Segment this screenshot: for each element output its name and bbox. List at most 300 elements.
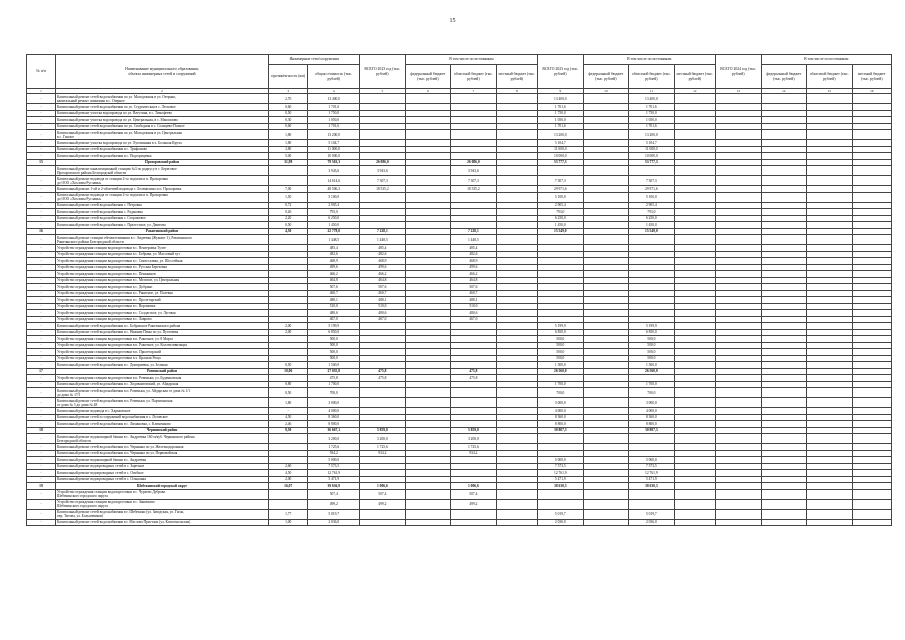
row-number: - — [27, 104, 56, 111]
value-cell-r3 — [807, 499, 853, 509]
object-name-line1: Капитальный ремонт водопроводных сетей в с. Заречное — [56, 464, 145, 469]
value-cell-l3 — [852, 176, 891, 186]
value-cell-r: 488,1 — [451, 297, 497, 304]
object-name-line1: Капитальный ремонт 1-ой и 2-ой ветвей водовода с. Беленихино и п. Прохоровка — [56, 186, 182, 191]
investment-table-sheet — [26, 54, 892, 526]
table-row — [27, 192, 892, 202]
object-name-line1: Капитальный ремонт сетей водоснабжения в п. Ровеньки, ул. Партизанская — [56, 398, 173, 403]
value-cell-cost: 2 036,0 — [308, 519, 360, 526]
value-cell-r — [451, 388, 497, 398]
value-cell-cost: 488,1 — [308, 297, 360, 304]
object-name-line2: до ООО «Хохловы Русланы» — [56, 197, 102, 202]
row-number: - — [27, 297, 56, 304]
header-regional-1: областной бюджет (тыс. рублей) — [451, 65, 497, 89]
value-cell-l — [496, 499, 537, 509]
value-cell-len: 0,30 — [269, 117, 308, 124]
row-number: - — [27, 258, 56, 265]
value-cell-t: 488,1 — [360, 297, 406, 304]
row-number: - — [27, 222, 56, 229]
value-cell-len: 1,80 — [269, 140, 308, 147]
value-cell-r2: 38 630,3 — [629, 483, 675, 490]
value-cell-r: 466,2 — [451, 271, 497, 278]
header-local-3: местный бюджет (тыс. рублей) — [852, 65, 891, 89]
value-cell-r2: 1 450,0 — [629, 222, 675, 229]
value-cell-cost: 6 250,0 — [308, 215, 360, 222]
value-cell-cost: 5 000,0 — [308, 457, 360, 464]
value-cell-t3 — [716, 388, 762, 398]
value-cell-l2 — [674, 398, 715, 408]
column-index-cell: 13 — [716, 89, 762, 94]
value-cell-f2 — [583, 166, 629, 176]
value-cell-t2: 500,0 — [538, 342, 584, 349]
value-cell-t: 475,8 — [360, 375, 406, 382]
value-cell-f3 — [761, 192, 807, 202]
value-cell-t2: 1 050,0 — [538, 117, 584, 124]
value-cell-t2: 6 250,0 — [538, 215, 584, 222]
value-cell-r3 — [807, 176, 853, 186]
value-cell-len: 10,06 — [269, 368, 308, 375]
value-cell-t2: 12 761,9 — [538, 470, 584, 477]
value-cell-cost: 8 360,0 — [308, 414, 360, 421]
value-cell-l3 — [852, 235, 891, 245]
row-number: 17 — [27, 368, 56, 375]
value-cell-l3 — [852, 489, 891, 499]
row-number: 15 — [27, 159, 56, 166]
object-name-line1: Капитальный ремонт водопроводных сетей в с. Ольшанка — [56, 477, 146, 482]
value-cell-r2: 8 360,0 — [629, 414, 675, 421]
value-cell-t3 — [716, 509, 762, 519]
value-cell-t — [360, 192, 406, 202]
value-cell-l3 — [852, 388, 891, 398]
value-cell-r2: 3 000,0 — [629, 398, 675, 408]
object-name-line1: Капитальный ремонт сетей водоснабжения в с. Лимановка, с. Клименково — [56, 421, 171, 426]
value-cell-cost: 12 761,9 — [308, 470, 360, 477]
value-cell-l — [496, 489, 537, 499]
value-cell-t: 3 943,6 — [360, 166, 406, 176]
value-cell-cost: 5 471,9 — [308, 476, 360, 483]
value-cell-t: 510,0 — [360, 303, 406, 310]
value-cell-r3 — [807, 489, 853, 499]
value-cell-len: 0,50 — [269, 388, 308, 398]
value-cell-r: 18 535,2 — [451, 186, 497, 193]
row-number: - — [27, 310, 56, 317]
object-name-line2: от дома № 3 до дома № 48 — [56, 402, 98, 407]
value-cell-len: 4,50 — [269, 470, 308, 477]
value-cell-r: 26 086,0 — [451, 159, 497, 166]
value-cell-r2: 2 036,0 — [629, 519, 675, 526]
value-cell-cost: 79 563,3 — [308, 159, 360, 166]
value-cell-l2 — [674, 176, 715, 186]
value-cell-len: 4,50 — [269, 414, 308, 421]
value-cell-l2 — [674, 509, 715, 519]
value-cell-r2: 6 250,0 — [629, 215, 675, 222]
row-number: - — [27, 215, 56, 222]
value-cell-t2: 5 100,0 — [538, 192, 584, 202]
value-cell-cost: 485,4 — [308, 245, 360, 252]
object-name-line1: Устройство ограждения станции водоподготовки в с. Ракитное, ул. Полевая — [56, 291, 173, 296]
object-name — [55, 94, 268, 104]
value-cell-r2 — [629, 434, 675, 444]
value-cell-f — [405, 94, 451, 104]
object-name-line1: Капитальный ремонт сетей водоснабжения с. Радьковка — [56, 209, 143, 214]
value-cell-t2: 11 000,0 — [538, 146, 584, 153]
value-cell-t2: 8 360,0 — [538, 414, 584, 421]
value-cell-l2 — [674, 388, 715, 398]
value-cell-t2: 13 400,0 — [538, 94, 584, 104]
value-cell-f2 — [583, 94, 629, 104]
value-cell-r2: 29 971,6 — [629, 186, 675, 193]
value-cell-cost: 5 100,0 — [308, 192, 360, 202]
object-name-line1: Капитальный ремонт водовода от станции 2-го подъема в п. Прохоровка — [56, 193, 168, 197]
table-row — [27, 130, 892, 140]
value-cell-r: 1 006,6 — [451, 483, 497, 490]
value-cell-cost: 934,2 — [308, 450, 360, 457]
row-number: - — [27, 375, 56, 382]
value-cell-len: 0,72 — [269, 202, 308, 209]
object-name-line1: Устройство ограждения станции водоподготовки в с. Святославка, ул. Шоссейная — [56, 258, 183, 263]
row-number: - — [27, 284, 56, 291]
row-number: - — [27, 499, 56, 509]
column-index-cell: 7 — [451, 89, 497, 94]
value-cell-cost: 14 614,6 — [308, 176, 360, 186]
value-cell-r2: 1 700,0 — [629, 381, 675, 388]
value-cell-r2: 26 560,0 — [629, 368, 675, 375]
value-cell-r: 510,0 — [451, 303, 497, 310]
row-number: - — [27, 434, 56, 444]
object-name-line1: Ровеньский район — [147, 369, 177, 374]
object-name-line1: Капитальный ремонт участка водопровода по ул. Ватутина, в с. Тимофеево — [56, 111, 173, 116]
value-cell-t2: 8 800,0 — [538, 421, 584, 428]
value-cell-r: 475,8 — [451, 368, 497, 375]
object-name-line1: Капитальный ремонт сетей водоснабжения по ул. Молодежная и ул. Центральная — [56, 130, 182, 135]
value-cell-r2: 5 019,7 — [629, 509, 675, 519]
value-cell-l2 — [674, 94, 715, 104]
object-name-line2: Шебекинского городского округа — [56, 494, 108, 499]
value-cell-r2 — [629, 499, 675, 509]
value-cell-t: 482,6 — [360, 251, 406, 258]
value-cell-r3 — [807, 192, 853, 202]
value-cell-cost: 499,2 — [308, 499, 360, 509]
value-cell-cost: 468,9 — [308, 258, 360, 265]
row-number: - — [27, 408, 56, 415]
value-cell-t2: 1 700,0 — [538, 381, 584, 388]
object-name-line1: Капитальный ремонт сетей водоснабжения в п. Ровеньки, ул. Айдарская от дома № 1/1 — [56, 388, 191, 393]
value-cell-r2: 5 471,9 — [629, 476, 675, 483]
object-name-line1: Капитальный ремонт сетей водоснабжения с. Сторожевое — [56, 216, 146, 221]
value-cell-r2: 2 905,4 — [629, 202, 675, 209]
value-cell-f3 — [761, 388, 807, 398]
object-name-line2: пер. Титова, ул. Большевиков) — [56, 514, 104, 519]
value-cell-len: 0,50 — [269, 110, 308, 117]
row-number: - — [27, 235, 56, 245]
object-name — [55, 434, 268, 444]
column-index-cell: 2 — [55, 89, 268, 94]
value-cell-t3 — [716, 192, 762, 202]
value-cell-t: 507,4 — [360, 489, 406, 499]
value-cell-l — [496, 388, 537, 398]
value-cell-r2: 7 307,3 — [629, 176, 675, 186]
value-cell-cost: 1 450,0 — [308, 222, 360, 229]
row-number: - — [27, 342, 56, 349]
value-cell-r2: 5 000,0 — [629, 457, 675, 464]
object-name-line1: Устройство ограждения станции водоподготовки в п. Ракитное, ул. 8 Марта — [56, 336, 173, 341]
object-name-line1: Капитальный ремонт сетей и сооружений водоснабжения в с. Лозовское — [56, 415, 168, 420]
value-cell-cost: 11 000,0 — [308, 146, 360, 153]
table-row — [27, 398, 892, 408]
value-cell-t — [360, 94, 406, 104]
value-cell-cost: 1 750,0 — [308, 110, 360, 117]
header-object-name-line2: объекта инженерных сетей и сооружений — [128, 71, 196, 76]
value-cell-r: 1 448,5 — [451, 235, 497, 245]
object-name-line1: Устройство ограждения станции водоподготовки в с. Зиновьево — [56, 500, 155, 504]
table-row — [27, 509, 892, 519]
value-cell-f3 — [761, 94, 807, 104]
column-index-cell: 4 — [308, 89, 360, 94]
value-cell-f — [405, 235, 451, 245]
value-cell-len — [269, 176, 308, 186]
value-cell-f — [405, 519, 451, 526]
row-number: - — [27, 245, 56, 252]
value-cell-cost: 500,0 — [308, 355, 360, 362]
row-number: - — [27, 476, 56, 483]
value-cell-t3 — [716, 434, 762, 444]
value-cell-len: 0,50 — [269, 222, 308, 229]
value-cell-r: 475,8 — [451, 375, 497, 382]
value-cell-t: 26 086,0 — [360, 159, 406, 166]
row-number: - — [27, 271, 56, 278]
value-cell-t2: 1 701,6 — [538, 123, 584, 130]
object-name-line1: Капитальный ремонт сетей водоснабжения в с. Трифоново — [56, 147, 148, 152]
value-cell-r2: 500,0 — [629, 355, 675, 362]
row-number: - — [27, 186, 56, 193]
table-row — [27, 388, 892, 398]
value-cell-t2 — [538, 434, 584, 444]
object-name — [55, 235, 268, 245]
header-total-2024: ВСЕГО 2024 год (тыс. рублей) — [716, 55, 762, 89]
value-cell-f — [405, 192, 451, 202]
value-cell-cost: 482,6 — [308, 251, 360, 258]
value-cell-cost: 7 573,5 — [308, 463, 360, 470]
table-row — [27, 235, 892, 245]
value-cell-r2: 11 000,0 — [629, 146, 675, 153]
value-cell-r2: 700,0 — [629, 388, 675, 398]
value-cell-t2: 5 000,0 — [538, 457, 584, 464]
value-cell-f3 — [761, 130, 807, 140]
value-cell-r2: 12 761,9 — [629, 470, 675, 477]
value-cell-t: 464,8 — [360, 277, 406, 284]
header-regional-2: областной бюджет (тыс. рублей) — [629, 65, 675, 89]
value-cell-len: 1,00 — [269, 519, 308, 526]
value-cell-r2: 13 400,0 — [629, 94, 675, 104]
value-cell-t2: 2 036,0 — [538, 519, 584, 526]
value-cell-cost: 22 778,0 — [308, 228, 360, 235]
value-cell-t — [360, 519, 406, 526]
value-cell-f3 — [761, 489, 807, 499]
value-cell-f — [405, 509, 451, 519]
value-cell-r2: 1 701,6 — [629, 104, 675, 111]
value-cell-cost: 460,7 — [308, 290, 360, 297]
value-cell-t2: 5 019,7 — [538, 509, 584, 519]
header-number: № п/п — [27, 55, 56, 89]
value-cell-l3 — [852, 499, 891, 509]
object-name — [55, 192, 268, 202]
header-object-name-line1: Наименование муниципального образования; — [125, 67, 199, 72]
value-cell-cost: 499,6 — [308, 264, 360, 271]
value-cell-t2: 1 750,0 — [538, 110, 584, 117]
value-cell-l3 — [852, 509, 891, 519]
object-name-line1: Устройство ограждения станции водоподготовки в с. Пенькинов — [56, 271, 156, 276]
value-cell-r: 1 725,6 — [451, 444, 497, 451]
value-cell-t: 3 200,0 — [360, 434, 406, 444]
object-name-line1: Чернянский район — [146, 428, 178, 433]
value-cell-len — [269, 434, 308, 444]
row-number: - — [27, 470, 56, 477]
row-number: - — [27, 153, 56, 160]
object-name-line1: Капитальный ремонт сетей водоснабжения по ул. Свободная в с. Солнцево-Полное — [56, 124, 185, 129]
value-cell-cost: 1 500,0 — [308, 362, 360, 369]
table-row — [27, 434, 892, 444]
value-cell-len: 2,20 — [269, 215, 308, 222]
header-federal-1: федеральный бюджет (тыс. рублей) — [405, 65, 451, 89]
value-cell-cost: 464,8 — [308, 277, 360, 284]
value-cell-f3 — [761, 499, 807, 509]
value-cell-t: 7 228,1 — [360, 228, 406, 235]
value-cell-len: 3,80 — [269, 146, 308, 153]
row-number: - — [27, 329, 56, 336]
row-number: - — [27, 110, 56, 117]
value-cell-l2 — [674, 499, 715, 509]
object-name-line1: Капитальный ремонт водонапорной башни в с. Андреевка 160 м/куб. Чернянского района — [56, 434, 195, 439]
value-cell-f2 — [583, 130, 629, 140]
value-cell-t: 1 448,5 — [360, 235, 406, 245]
value-cell-l3 — [852, 519, 891, 526]
row-number: - — [27, 398, 56, 408]
value-cell-l — [496, 235, 537, 245]
object-name — [55, 519, 268, 526]
value-cell-cost: 8 800,0 — [308, 421, 360, 428]
value-cell-t2 — [538, 235, 584, 245]
value-cell-l — [496, 192, 537, 202]
header-sources-group-2: В том числе по источникам — [583, 55, 715, 65]
value-cell-l2 — [674, 519, 715, 526]
value-cell-t — [360, 388, 406, 398]
column-index-cell: 8 — [496, 89, 537, 94]
value-cell-t3 — [716, 94, 762, 104]
value-cell-len: 9,50 — [269, 427, 308, 434]
object-name-line1: Капитальный ремонт сетей водоснабжения в с. Нижние Пены по ул. Пугачевка — [56, 330, 179, 335]
column-index-cell: 1 — [27, 89, 56, 94]
row-number: - — [27, 316, 56, 323]
row-number: - — [27, 264, 56, 271]
header-regional-3: областной бюджет (тыс. рублей) — [807, 65, 853, 89]
row-number: - — [27, 123, 56, 130]
row-number: - — [27, 349, 56, 356]
object-name — [55, 509, 268, 519]
value-cell-r2: 13 200,0 — [629, 130, 675, 140]
row-number: - — [27, 323, 56, 330]
value-cell-l — [496, 509, 537, 519]
value-cell-t: 475,8 — [360, 368, 406, 375]
value-cell-f3 — [761, 519, 807, 526]
header-local-2: местный бюджет (тыс. рублей) — [674, 65, 715, 89]
value-cell-f2 — [583, 489, 629, 499]
value-cell-r3 — [807, 509, 853, 519]
value-cell-r2: 7 573,5 — [629, 463, 675, 470]
value-cell-cost: 39 636,9 — [308, 483, 360, 490]
value-cell-cost: 510,0 — [308, 303, 360, 310]
table-row — [27, 166, 892, 176]
object-name-line1: Устройство ограждения станции водоподготовки в с. Меловое, ул. Центральная — [56, 278, 180, 283]
row-number: - — [27, 140, 56, 147]
value-cell-t: 467,0 — [360, 316, 406, 323]
value-cell-f — [405, 398, 451, 408]
object-name-line1: Капитальный ремонт сетей водоснабжения в с. Дмитриевка, ул. Зеленая — [56, 362, 168, 367]
column-index-cell: 15 — [807, 89, 853, 94]
value-cell-t2: 15 549,0 — [538, 228, 584, 235]
value-cell-cost: 3 943,6 — [308, 166, 360, 176]
value-cell-r3 — [807, 235, 853, 245]
value-cell-t2: 26 560,0 — [538, 368, 584, 375]
value-cell-t — [360, 398, 406, 408]
value-cell-t2: 30 807,3 — [538, 427, 584, 434]
value-cell-r2: 4 000,0 — [629, 408, 675, 415]
object-name-line1: Устройство ограждения станции водоподготовки в с. Венгеровка Тучте — [56, 245, 167, 250]
value-cell-cost: 3 200,0 — [308, 434, 360, 444]
value-cell-len — [269, 166, 308, 176]
value-cell-t: 485,4 — [360, 245, 406, 252]
column-index-cell: 5 — [360, 89, 406, 94]
value-cell-len: 2,60 — [269, 463, 308, 470]
value-cell-len: 0,60 — [269, 104, 308, 111]
value-cell-len: 1,80 — [269, 130, 308, 140]
column-index-cell: 10 — [583, 89, 629, 94]
row-number: - — [27, 457, 56, 464]
object-name-line1: Капитальный ремонт водовода в с. Харьковское — [56, 408, 131, 413]
row-number: 18 — [27, 427, 56, 434]
header-total-2023: ВСЕГО 2023 год (тыс. рублей) — [538, 55, 584, 89]
value-cell-t2: 1 701,6 — [538, 104, 584, 111]
value-cell-r3 — [807, 434, 853, 444]
object-name-line1: Устройство ограждения станции водоподготовки в с. Вороновка — [56, 304, 156, 309]
value-cell-r2 — [629, 235, 675, 245]
value-cell-len: - — [269, 408, 308, 415]
header-local-1: местный бюджет (тыс. рублей) — [496, 65, 537, 89]
value-cell-t2: 38 630,3 — [538, 483, 584, 490]
object-name-line1: Устройство ограждения станции водоподготовки в с. Чураево Дубрава — [56, 490, 165, 494]
row-number: - — [27, 290, 56, 297]
value-cell-r: 485,4 — [451, 245, 497, 252]
object-name — [55, 499, 268, 509]
value-cell-f3 — [761, 166, 807, 176]
value-cell-t2: 1 500,0 — [538, 362, 584, 369]
value-cell-f — [405, 176, 451, 186]
value-cell-t2: 5 104,7 — [538, 140, 584, 147]
value-cell-cost: 5 199,9 — [308, 323, 360, 330]
object-name-line1: Устройство ограждения станции водоподготовки в с. Пролетарский — [56, 297, 161, 302]
object-name-line1: Капитальный ремонт сетей водоснабжения в г. Маслова Пристань (ул. Комсомольская) — [56, 520, 191, 525]
value-cell-t2: 2 905,4 — [538, 202, 584, 209]
value-cell-t2: 500,0 — [538, 336, 584, 343]
value-cell-l3 — [852, 434, 891, 444]
object-name-line1: Капитальный ремонт водонапорной башни в с. Андреевка — [56, 457, 147, 462]
value-cell-cost: 1 701,6 — [308, 104, 360, 111]
object-name-line1: Капитальный ремонт сетей водоснабжения с. Прелестное, ул. Дмитова — [56, 222, 166, 227]
value-cell-f2 — [583, 235, 629, 245]
value-cell-cost: 480,6 — [308, 310, 360, 317]
value-cell-r: 467,0 — [451, 316, 497, 323]
value-cell-cost: 48 506,3 — [308, 186, 360, 193]
row-number: - — [27, 303, 56, 310]
